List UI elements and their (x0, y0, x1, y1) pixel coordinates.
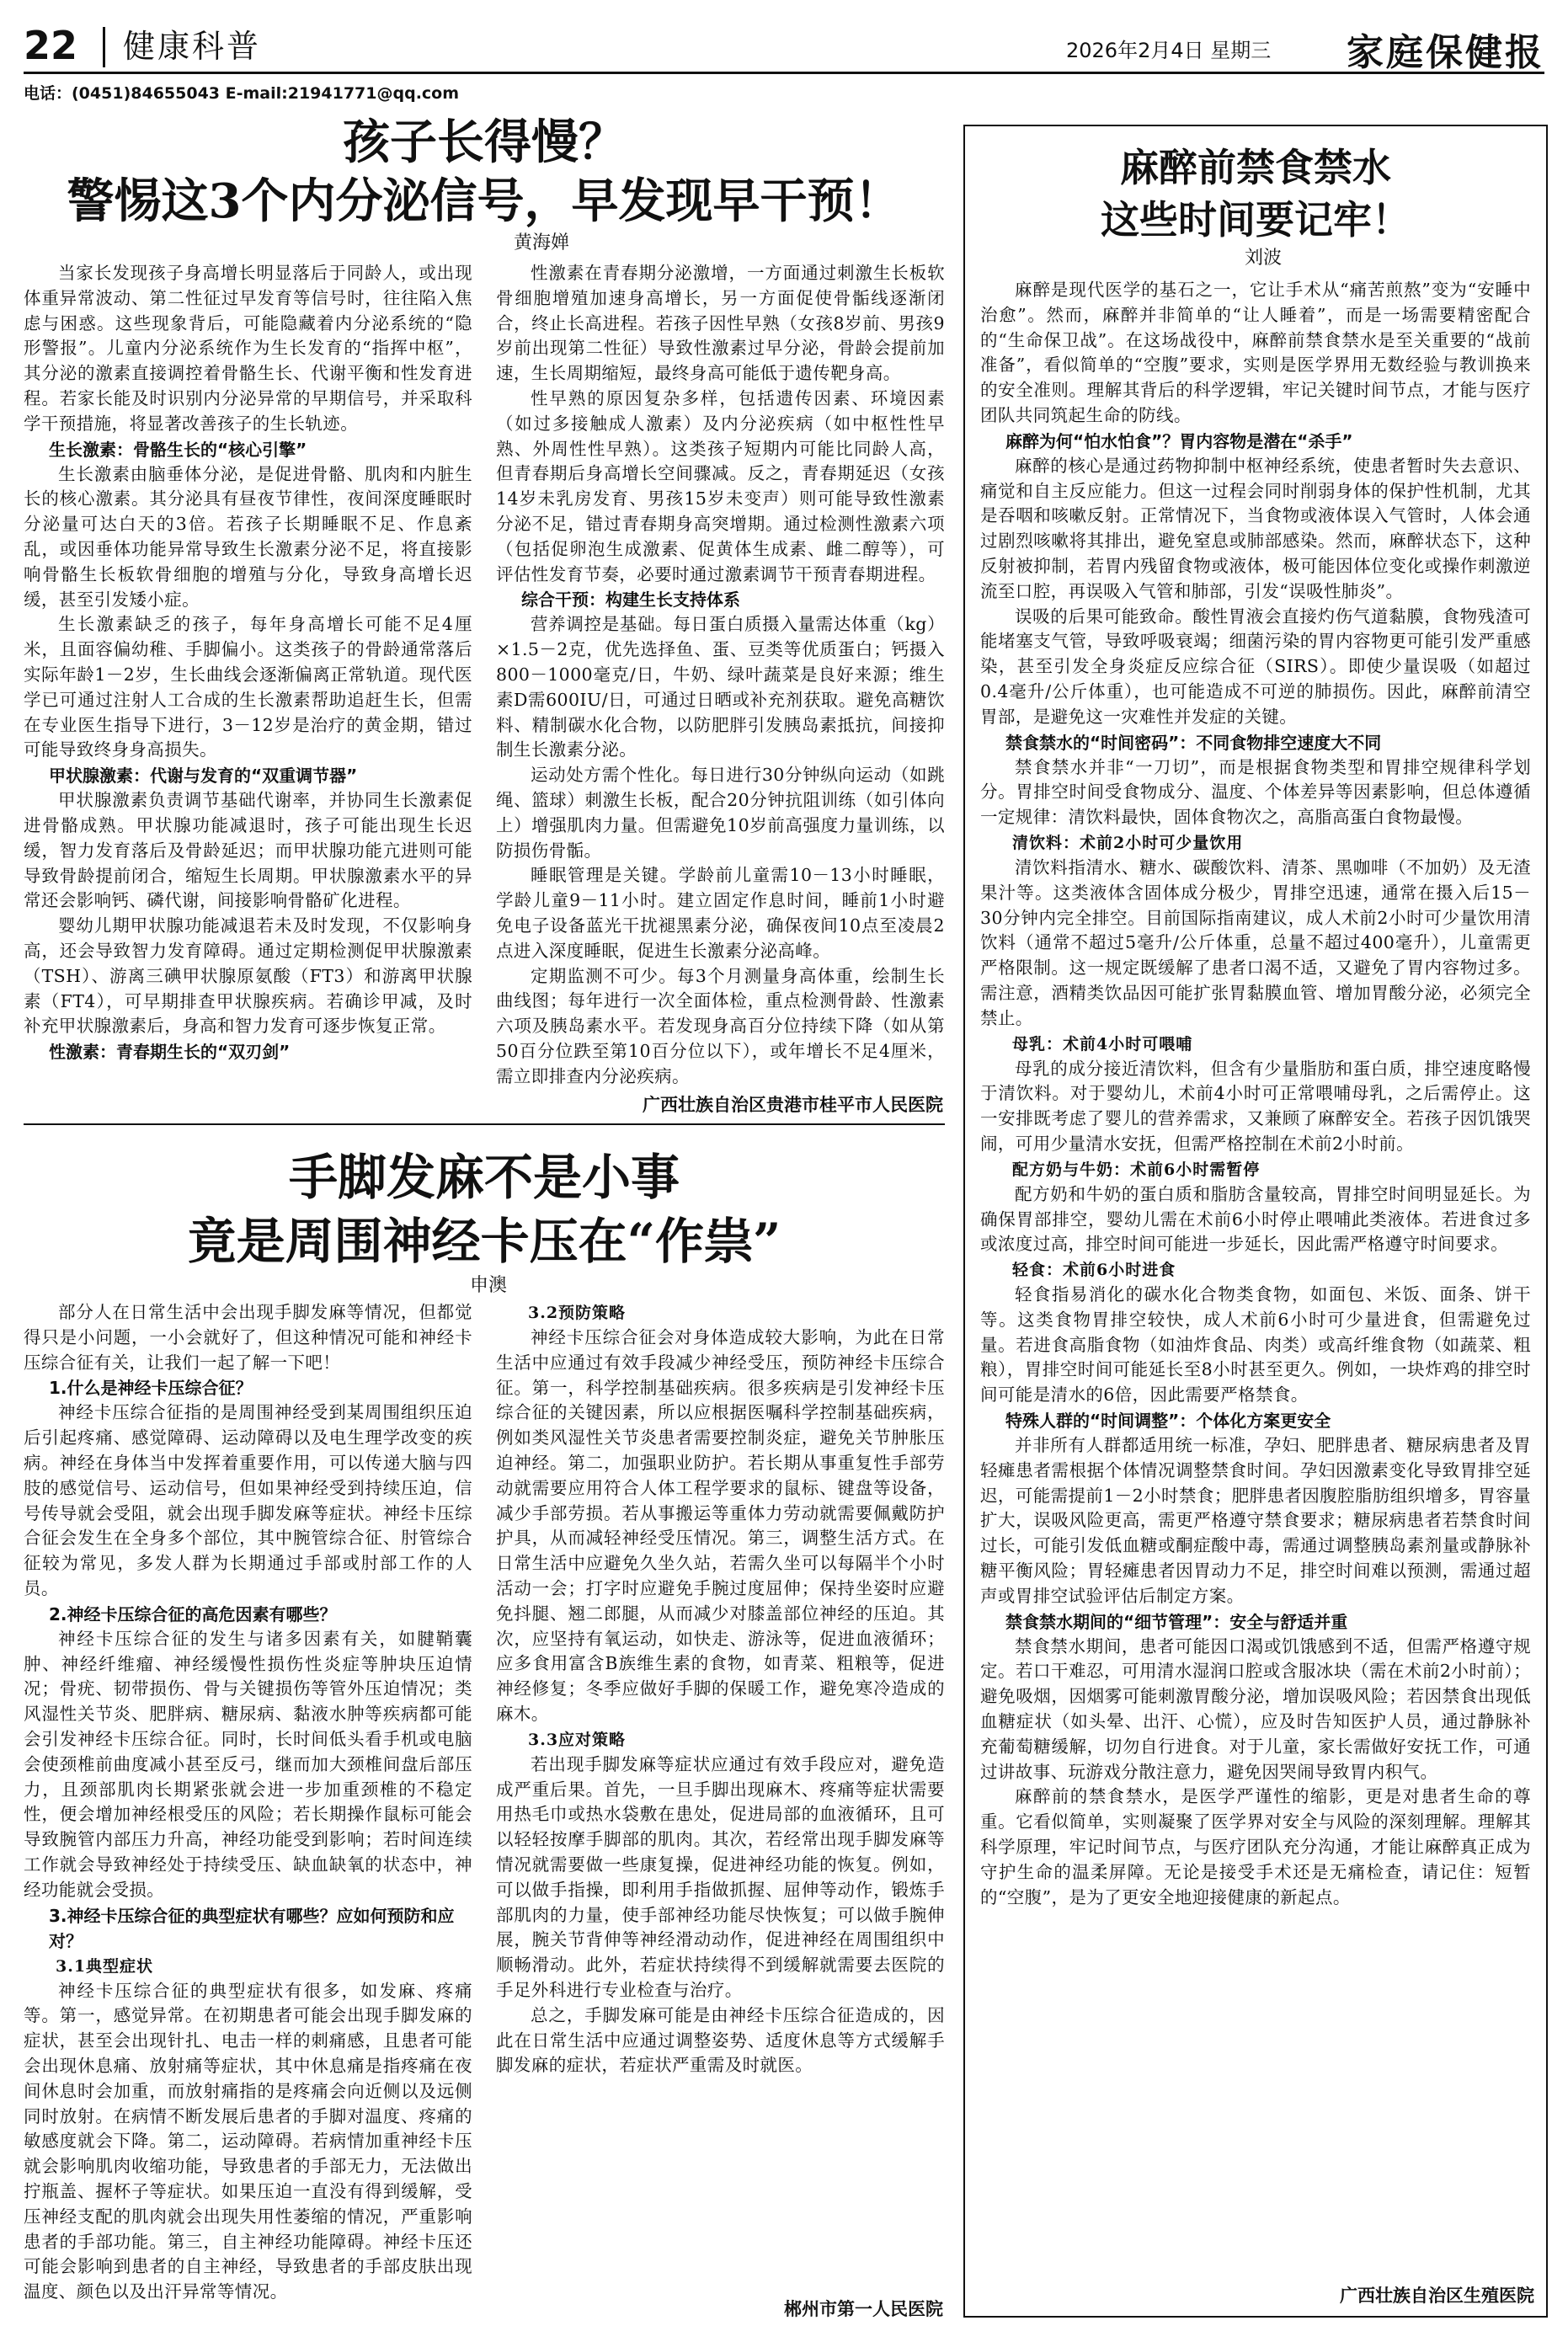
section-divider (24, 1123, 945, 1125)
subheading: 综合干预：构建生长支持体系 (521, 590, 740, 611)
article-body (24, 261, 945, 1103)
article-nerve (24, 1134, 945, 2313)
subsection-label: 3.1典型症状 (56, 1956, 154, 1976)
paragraph: 神经卡压综合征的典型症状有很多，如发麻、疼痛等。第一，感觉异常。在初期患者可能会出现手脚发麻的症状，甚至会出现针扎、电击一样的刺痛感，且患者可能会出现休息痛、放射痛等症状，其中休息痛是指疼痛在夜间休息时会加重，而放射痛指的是疼痛会向近侧以及远侧同时放射。在病情不断发展后患者的手脚对温度、疼痛的敏感度就会下降。第二，运动障碍。若病情加重神经卡压就会影响肌肉收缩功能，导致患者的手部无力，无法做出拧瓶盖、握杯子等症状。如果压迫一直没有得到缓解，受压神经支配的肌肉就会出现失用性萎缩的情况，严重影响患者的手部功能。第三，自主神经功能障碍。神经卡压还可能会影响到患者的自主神经，导致患者的手部皮肤出现温度、颜色以及出汗异常等情况。 (24, 1980, 472, 2302)
paragraph: 麻醉前的禁食禁水，是医学严谨性的缩影，更是对患者生命的尊重。它看似简单，实则凝聚了医学界对安全与风险的深刻理解。理解其科学原理，牢记时间节点，与医疗团队充分沟通，才能让麻醉真正成为守护生命的温柔屏障。无论是接受手术还是无痛检查，请记住：短暂的“空腹”，是为了更安全地迎接健康的新起点。 (980, 1786, 1531, 1907)
paragraph: 运动处方需个性化。每日进行30分钟纵向运动（如跳绳、篮球）刺激生长板，配合20分钟抗阻训练（如引体向上）增强肌肉力量。但需避免10岁前高强度力量训练，以防损伤骨骺。 (496, 765, 945, 861)
article-growth (24, 109, 945, 1116)
subheading: 麻醉为何“怕水怕食”？胃内容物是潜在“杀手” (1005, 430, 1353, 451)
paragraph: 并非所有人群都适用统一标准，孕妇、肥胖患者、糖尿病患者及胃轻瘫患者需根据个体情况调整禁食时间。孕妇因激素变化导致胃排空延迟，可能需提前1－2小时禁食；肥胖患者因腹腔脂肪组织增多，胃容量扩大，误吸风险更高，需更严格遵守禁食要求；糖尿病患者若禁食时间过长，可能引发低血糖或酮症酸中毒，需通过调整胰岛素剂量或静脉补糖平衡风险；胃轻瘫患者因胃动力不足，排空时间难以预测，需通过超声或胃排空试验评估后制定方案。 (980, 1435, 1531, 1606)
paragraph: 生长激素由脑垂体分泌，是促进骨骼、肌肉和内脏生长的核心激素。其分泌具有昼夜节律性，夜间深度睡眠时分泌量可达白天的3倍。若孩子长期睡眠不足、作息紊乱，或因垂体功能异常导致生长激素分泌不足，将直接影响骨骼生长板软骨细胞的增殖与分化，导致身高增长迟缓，甚至引发矮小症。 (24, 463, 472, 610)
page-number: 22 (24, 23, 78, 68)
paragraph: 母乳的成分接近清饮料，但含有少量脂肪和蛋白质，排空速度略慢于清饮料。对于婴幼儿，术前4小时可正常喂哺母乳，之后需停止。这一安排既考虑了婴儿的营养需求，又兼顾了麻醉安全。若孩子因饥饿哭闹，可用少量清水安抚，但需严格控制在术前2小时前。 (980, 1058, 1531, 1154)
paragraph: 性早熟的原因复杂多样，包括遗传因素、环境因素（如过多接触成人激素）及内分泌疾病（如中枢性性早熟、外周性性早熟）。这类孩子短期内可能比同龄人高，但青春期后身高增长空间骤减。反之，青春期延迟（女孩14岁未乳房发育、男孩15岁未变声）则可能导致性激素分泌不足，错过青春期身高突增期。通过检测性激素六项（包括促卵泡生成激素、促黄体生成素、雌二醇等），可评估性发育节奏，必要时通过激素调节干预青春期进程。 (496, 387, 945, 584)
paragraph: 生长激素缺乏的孩子，每年身高增长可能不足4厘米，且面容偏幼稚、手脚偏小。这类孩子的骨龄通常落后实际年龄1－2岁，生长曲线会逐渐偏离正常轨道。现代医学已可通过注射人工合成的生长激素帮助追赶生长，但需在专业医生指导下进行，3－12岁是治疗的黄金期，错过可能导致终身身高损失。 (24, 614, 472, 760)
subheading: 特殊人群的“时间调整”：个体化方案更安全 (1005, 1411, 1331, 1432)
paragraph: 若出现手脚发麻等症状应通过有效手段应对，避免造成严重后果。首先，一旦手脚出现麻木、疼痛等症状需要用热毛巾或热水袋敷在患处，促进局部的血液循环，且可以轻轻按摩手脚部的肌肉。其次，若经常出现手脚发麻等情况就需要做一些康复操，促进神经功能的恢复。例如，可以做手指操，即利用手指做抓握、屈伸等动作，锻炼手部肌肉的力量，使手部神经功能尽快恢复；可以做手腕伸展，腕关节背伸等神经滑动动作，促进神经在周围组织中顺畅滑动。此外，若症状持续得不到缓解就需要去医院的手足外科进行专业检查与治疗。 (496, 1753, 945, 2000)
subheading: 禁食禁水的“时间密码”：不同食物排空速度大不同 (1005, 732, 1382, 753)
paragraph: 性激素在青春期分泌激增，一方面通过刺激生长板软骨细胞增殖加速身高增长，另一方面促使骨骺线逐渐闭合，终止长高进程。若孩子因性早熟（女孩8岁前、男孩9岁前出现第二性征）导致性激素过早分泌，骨龄会提前加速，生长周期缩短，最终身高可能低于遗传靶身高。 (496, 263, 945, 384)
paragraph: 当家长发现孩子身高增长明显落后于同龄人，或出现体重异常波动、第二性征过早发育等信号时，往往陷入焦虑与困惑。这些现象背后，可能隐藏着内分泌系统的“隐形警报”。儿童内分泌系统作为生长发育的“指挥中枢”，其分泌的激素直接调控着骨骼生长、代谢平衡和性发育进程。若家长能及时识别内分泌异常的早期信号，并采取科学干预措施，将显著改善孩子的生长轨迹。 (24, 263, 472, 434)
masthead (24, 20, 1544, 74)
article-hospital: 广西壮族自治区贵港市桂平市人民医院 (643, 1095, 943, 1115)
paragraph: 神经卡压综合征会对身体造成较大影响，为此在日常生活中应通过有效手段减少神经受压，预防神经卡压综合征。第一，科学控制基础疾病。很多疾病是引发神经卡压综合征的关键因素，所以应根据医嘱科学控制基础疾病，例如类风湿性关节炎患者需要控制炎症，避免关节肿胀压迫神经。第二，加强职业防护。若长期从事重复性手部劳动就需要应用符合人体工程学要求的鼠标、键盘等设备，减少手部劳损。若从事搬运等重体力劳动就需要佩戴防护护具，从而减轻神经受压情况。第三，调整生活方式。在日常生活中应避免久坐久站，若需久坐可以每隔半个小时活动一会；打字时应避免手腕过度屈伸；保持坐姿时应避免抖腿、翘二郎腿，从而减少对膝盖部位神经的压迫。其次，应坚持有氧运动，如快走、游泳等，促进血液循环；应多食用富含B族维生素的食物，如青菜、粗粮等，促进神经修复；冬季应做好手脚的保暖工作，避免寒冷造成的麻木。 (496, 1327, 945, 1724)
paragraph: 麻醉是现代医学的基石之一，它让手术从“痛苦煎熬”变为“安睡中治愈”。然而，麻醉并非简单的“让人睡着”，而是一场需要精密配合的“生命保卫战”。在这场战役中，麻醉前禁食禁水是至关重要的“战前准备”，看似简单的“空腹”要求，实则是医学界用无数经验与教训换来的安全准则。理解其背后的科学逻辑，牢记关键时间节点，才能与医疗团队共同筑起生命的防线。 (980, 280, 1531, 425)
subsection-label: 清饮料：术前2小时可少量饮用 (1012, 833, 1244, 852)
subsection-label: 3.2预防策略 (528, 1304, 627, 1322)
subheading: 2.神经卡压综合征的高危因素有哪些？ (49, 1603, 337, 1624)
article-title-line2: 竟是周围神经卡压在“作祟” (187, 1213, 781, 1270)
paragraph: 误吸的后果可能致命。酸性胃液会直接灼伤气道黏膜，食物残渣可能堵塞支气管，导致呼吸衰竭；细菌污染的胃内容物更可能引发严重感染，甚至引发全身炎症反应综合征（SIRS）。即使少量误吸（如超过0.4毫升/公斤体重），也可能造成不可逆的肺损伤。因此，麻醉前清空胃部，是避免这一灾难性并发症的关键。 (980, 606, 1531, 727)
paragraph: 麻醉的核心是通过药物抑制中枢神经系统，使患者暂时失去意识、痛觉和自主反应能力。但这一过程会同时削弱身体的保护性机制，尤其是吞咽和咳嗽反射。正常情况下，当食物或液体误入气管时，人体会通过剧烈咳嗽将其排出，避免窒息或肺部感染。然而，麻醉状态下，这种反射被抑制，若胃内残留食物或液体，极可能因体位变化或操作刺激逆流至口腔，再误吸入气管和肺部，引发“误吸性肺炎”。 (980, 455, 1531, 601)
paragraph: 婴幼儿期甲状腺功能减退若未及时发现，不仅影响身高，还会导致智力发育障碍。通过定期检测促甲状腺激素（TSH）、游离三碘甲状腺原氨酸（FT3）和游离甲状腺素（FT4），可早期排查甲状腺疾病。若确诊甲减，及时补充甲状腺激素后，身高和智力发育可逐步恢复正常。 (24, 915, 472, 1037)
subheading: 禁食禁水期间的“细节管理”：安全与舒适并重 (1005, 1611, 1348, 1632)
article-title-line1: 手脚发麻不是小事 (288, 1149, 680, 1206)
article-author: 黄海婵 (513, 232, 569, 253)
article-author: 申澳 (469, 1275, 507, 1296)
subsection-label: 3.3应对策略 (528, 1730, 627, 1749)
article-anesthesia (963, 125, 1548, 2318)
paragraph: 营养调控是基础。每日蛋白质摄入量需达体重（kg）×1.5－2克，优先选择鱼、蛋、豆类等优质蛋白；钙摄入800－1000毫克/日，牛奶、绿叶蔬菜是良好来源；维生素D需600IU/日，可通过日晒或补充剂获取。避免高糖饮料、精制碳水化合物，以防肥胖引发胰岛素抵抗，间接抑制生长激素分泌。 (496, 614, 945, 760)
article-hospital: 广西壮族自治区生殖医院 (1340, 2286, 1534, 2306)
paragraph: 神经卡压综合征指的是周围神经受到某周围组织压迫后引起疼痛、感觉障碍、运动障碍以及电生理学改变的疾病。神经在身体当中发挥着重要作用，可以传递大脑与四肢的感觉信号、运动信号，但如果神经受到持续压迫，信号传导就会受阻，就会出现手脚发麻等症状。神经卡压综合征会发生在全身多个部位，其中腕管综合征、肘管综合征较为常见，多发人群为长期通过手部或肘部工作的人员。 (24, 1402, 472, 1598)
masthead-divider (103, 27, 105, 67)
article-body (980, 278, 1531, 2265)
paragraph: 神经卡压综合征的发生与诸多因素有关，如腱鞘囊肿、神经纤维瘤、神经缓慢性损伤性炎症等肿块压迫情况；骨疣、韧带损伤、骨与关键损伤等管外压迫情况；类风湿性关节炎、肥胖病、糖尿病、黏液水肿等疾病都可能会引发神经卡压综合征。同时，长时间低头看手机或电脑会使颈椎前曲度减小甚至反弓，继而加大颈椎间盘后部压力，且颈部肌肉长期紧张就会进一步加重颈椎的不稳定性，便会增加神经根受压的风险；若长期操作鼠标可能会导致腕管内部压力升高，神经功能受到影响；若时间连续工作就会导致神经处于持续受压、缺血缺氧的状态中，神经功能就会受损。 (24, 1628, 472, 1900)
subheading: 性激素：青春期生长的“双刃剑” (49, 1042, 291, 1063)
paragraph: 清饮料指清水、糖水、碳酸饮料、清茶、黑咖啡（不加奶）及无渣果汁等。这类液体含固体成分极少，胃排空迅速，通常在摄入后15－30分钟内完全排空。目前国际指南建议，成人术前2小时可少量饮用清饮料（通常不超过5毫升/公斤体重，总量不超过400毫升），儿童需更严格限制。这一规定既缓解了患者口渴不适，又避免了胃内容物过多。需注意，酒精类饮品因可能扩张胃黏膜血管、增加胃酸分泌，必须完全禁止。 (980, 856, 1531, 1028)
paragraph: 配方奶和牛奶的蛋白质和脂肪含量较高，胃排空时间明显延长。为确保胃部排空，婴幼儿需在术前6小时停止喂哺此类液体。若进食过多或浓度过高，排空时间可能进一步延长，因此需严格遵守时间要求。 (980, 1183, 1531, 1255)
paragraph: 甲状腺激素负责调节基础代谢率，并协同生长激素促进骨骼成熟。甲状腺功能减退时，孩子可能出现生长迟缓，智力发育落后及骨龄延迟；而甲状腺功能亢进则可能导致骨龄提前闭合，缩短生长周期。甲状腺激素水平的异常还会影响钙、磷代谢，间接影响骨骼矿化进程。 (24, 790, 472, 911)
paragraph: 部分人在日常生活中会出现手脚发麻等情况，但都觉得只是小问题，一小会就好了，但这种情况可能和神经卡压综合征有关，让我们一起了解一下吧！ (24, 1302, 472, 1373)
article-title-line1: 孩子长得慢？ (343, 115, 626, 170)
paragraph: 睡眠管理是关键。学龄前儿童需10－13小时睡眠，学龄儿童9－11小时。建立固定作息时间，睡前1小时避免电子设备蓝光干扰褪黑素分泌，确保夜间10点至凌晨2点进入深度睡眠，促进生长激素分泌高峰。 (496, 865, 945, 961)
article-body (24, 1300, 945, 2307)
article-hospital: 郴州市第一人民医院 (784, 2299, 943, 2319)
paragraph: 定期监测不可少。每3个月测量身高体重，绘制生长曲线图；每年进行一次全面体检，重点检测骨龄、性激素六项及胰岛素水平。若发现身高百分位持续下降（如从第50百分位跌至第10百分位以下），或年增长不足4厘米，需立即排查内分泌疾病。 (496, 965, 945, 1086)
subheading: 生长激素：骨骼生长的“核心引擎” (49, 439, 307, 460)
article-title-line1: 麻醉前禁食禁水 (1120, 145, 1391, 190)
subsection-label: 配方奶与牛奶：术前6小时需暂停 (1012, 1160, 1261, 1179)
paragraph: 轻食指易消化的碳水化合物类食物，如面包、米饭、面条、饼干等。这类食物胃排空较快，成人术前6小时可少量进食，但需避免过量。若进食高脂食物（如油炸食品、肉类）或高纤维食物（如蔬菜、粗粮），胃排空时间可能延长至8小时甚至更久。例如，一块炸鸡的排空时间可能是清水的6倍，因此需要严格禁食。 (980, 1284, 1531, 1406)
newspaper-name: 家庭保健报 (1347, 31, 1544, 74)
paragraph: 禁食禁水期间，患者可能因口渴或饥饿感到不适，但需严格遵守规定。若口干难忍，可用清水湿润口腔或含服冰块（需在术前2小时前）；避免吸烟，因烟雾可能刺激胃酸分泌，增加误吸风险；若因禁食出现低血糖症状（如头晕、出汗、心慌），应及时告知医护人员，通过静脉补充葡萄糖缓解，切勿自行进食。对于儿童，家长需做好安抚工作，可通过讲故事、玩游戏分散注意力，避免因哭闹导致胃内积气。 (980, 1635, 1531, 1782)
article-author: 刘波 (1244, 248, 1282, 269)
article-inner (980, 138, 1531, 2302)
article-title-line2: 警惕这3个内分泌信号，早发现早干预！ (67, 173, 902, 229)
subsection-label: 母乳：术前4小时可喂哺 (1012, 1034, 1193, 1054)
issue-date: 2026年2月4日 星期三 (1066, 39, 1272, 62)
subsection-label: 轻食：术前6小时进食 (1012, 1261, 1176, 1280)
subheading: 1.什么是神经卡压综合征？ (49, 1378, 253, 1399)
paragraph: 禁食禁水并非“一刀切”，而是根据食物类型和胃排空规律科学划分。胃排空时间受食物成分、温度、个体差异等因素影响，但总体遵循一定规律：清饮料最快，固体食物次之，高脂高蛋白食物最慢。 (980, 756, 1531, 828)
article-title-line2: 这些时间要记牢！ (1101, 197, 1411, 243)
paragraph: 总之，手脚发麻可能是由神经卡压综合征造成的，因此在日常生活中应通过调整姿势、适度休息等方式缓解手脚发麻的症状，若症状严重需及时就医。 (496, 2004, 945, 2076)
subheading: 甲状腺激素：代谢与发育的“双重调节器” (49, 766, 358, 787)
contact-line: 电话：(0451)84655043 E-mail:21941771@qq.com (24, 84, 460, 103)
section-title: 健康科普 (123, 28, 262, 65)
subheading: 3.神经卡压综合征的典型症状有哪些？应如何预防和应对？ (49, 1905, 455, 1951)
